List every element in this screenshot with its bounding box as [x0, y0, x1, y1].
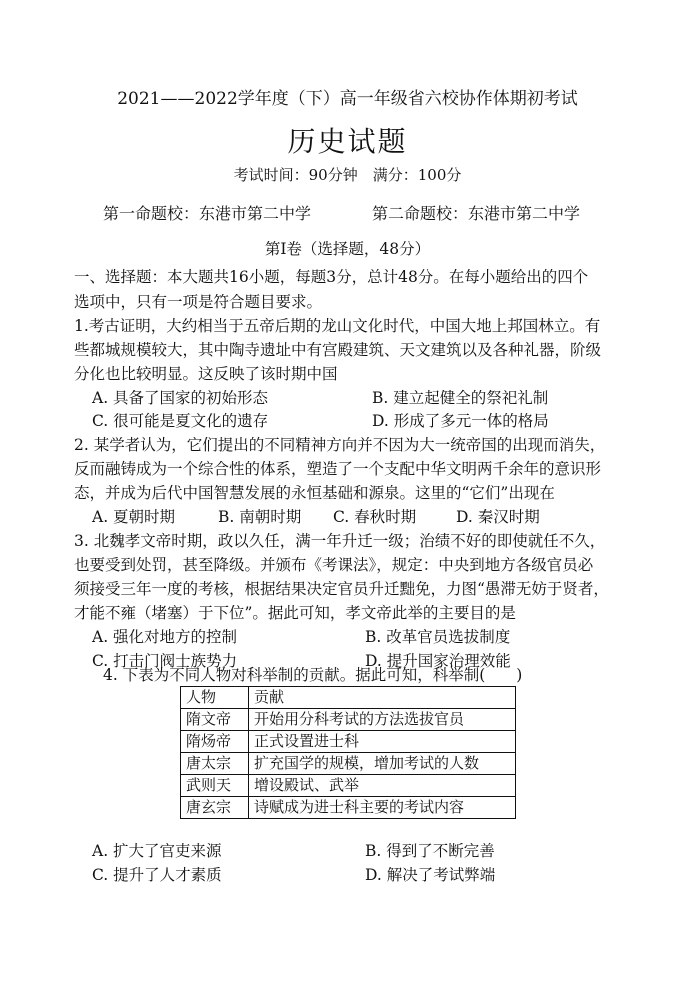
table-cell-person: 武则天 [181, 775, 249, 797]
q2-stem-line-3: 态，并成为后代中国智慧发展的永恒基础和源泉。这里的“它们”出现在 [74, 484, 555, 502]
q4-option-c: C. 提升了人才素质 [92, 866, 222, 884]
q1-option-c: C. 很可能是夏文化的遗存 [92, 412, 269, 430]
q1-stem-line-2: 些都城规模较大，其中陶寺遗址中有宫殿建筑、天文建筑以及各种礼器，阶级 [74, 341, 602, 359]
table-row [181, 731, 516, 753]
table-row [181, 709, 516, 731]
q3-option-c: C. 打击门阀士族势力 [92, 652, 238, 670]
q2-stem-line-2: 反而融铸成为一个综合性的体系，塑造了一个支配中华文明两千余年的意识形 [74, 460, 602, 478]
table-cell-person: 唐玄宗 [181, 797, 249, 819]
q3-stem-line-3: 须接受三年一度的考核，根据结果决定官员升迁黜免，力图“愚滞无妨于贤者， [74, 580, 609, 598]
q3-option-a: A. 强化对地方的控制 [92, 628, 238, 646]
q1-stem-line-3: 分化也比较明显。这反映了该时期中国 [74, 365, 338, 383]
table-cell-contribution: 正式设置进士科 [249, 731, 516, 753]
q1-option-d: D. 形成了多元一体的格局 [372, 412, 549, 430]
q4-option-d: D. 解决了考试弊端 [365, 866, 496, 884]
q1-option-a: A. 具备了国家的初始形态 [92, 389, 269, 407]
q2-option-b: B. 南朝时期 [218, 508, 302, 526]
exam-title: 2021——2022学年度（下）高一年级省六校协作体期初考试 [117, 89, 578, 109]
school-first: 第一命题校：东港市第二中学 [103, 204, 312, 223]
table-cell-contribution: 诗赋成为进士科主要的考试内容 [249, 797, 516, 819]
contribution-table [180, 686, 516, 819]
school-second: 第二命题校：东港市第二中学 [372, 204, 581, 223]
table-cell-contribution: 扩充国学的规模，增加考试的人数 [249, 753, 516, 775]
table-header-row [181, 687, 516, 709]
q2-option-d: D. 秦汉时期 [456, 508, 540, 526]
intro-line-1: 一、选择题：本大题共16小题，每题3分，总计48分。在每小题给出的四个 [74, 268, 589, 286]
q1-option-b: B. 建立起健全的祭祀礼制 [372, 389, 549, 407]
exam-meta: 考试时间：90分钟 满分：100分 [233, 166, 462, 184]
table-row [181, 753, 516, 775]
q2-option-a: A. 夏朝时期 [92, 508, 176, 526]
q4-option-a: A. 扩大了官吏来源 [92, 842, 222, 860]
q3-stem-line-4: 才能不雍（堵塞）于下位”。据此可知，孝文帝此举的主要目的是 [74, 604, 516, 622]
table-cell-contribution: 增设殿试、武举 [249, 775, 516, 797]
table-cell-person: 隋炀帝 [181, 731, 249, 753]
intro-line-2: 选项中，只有一项是符合题目要求。 [74, 293, 323, 311]
table-header-contribution: 贡献 [249, 687, 516, 709]
q3-option-d: D. 提升国家治理效能 [365, 652, 511, 670]
q4-option-b: B. 得到了不断完善 [365, 842, 495, 860]
table-row [181, 775, 516, 797]
table-cell-person: 隋文帝 [181, 709, 249, 731]
table-row [181, 797, 516, 819]
q3-option-b: B. 改革官员选拔制度 [365, 628, 511, 646]
q3-stem-line-2: 也要受到处罚，甚至降级。并颁布《考课法》，规定：中央到地方各级官员必 [74, 556, 594, 574]
table-header-person: 人物 [181, 687, 249, 709]
part-heading: 第Ⅰ卷（选择题，48分） [264, 240, 431, 258]
q4-stem-line-1: 4. 下表为不同人物对科举制的贡献。据此可知，科举制( ) [103, 666, 523, 684]
table-cell-person: 唐太宗 [181, 753, 249, 775]
q2-stem-line-1: 2. 某学者认为，它们提出的不同精神方向并不因为大一统帝国的出现而消失， [74, 436, 606, 454]
subject-title: 历史试题 [287, 125, 408, 158]
table-cell-contribution: 开始用分科考试的方法选拔官员 [249, 709, 516, 731]
q2-option-c: C. 春秋时期 [333, 508, 417, 526]
q1-stem-line-1: 1.考古证明，大约相当于五帝后期的龙山文化时代，中国大地上邦国林立。有 [74, 317, 601, 335]
q3-stem-line-1: 3. 北魏孝文帝时期，政以久任，满一年升迁一级；治绩不好的即使就任不久， [74, 532, 606, 550]
